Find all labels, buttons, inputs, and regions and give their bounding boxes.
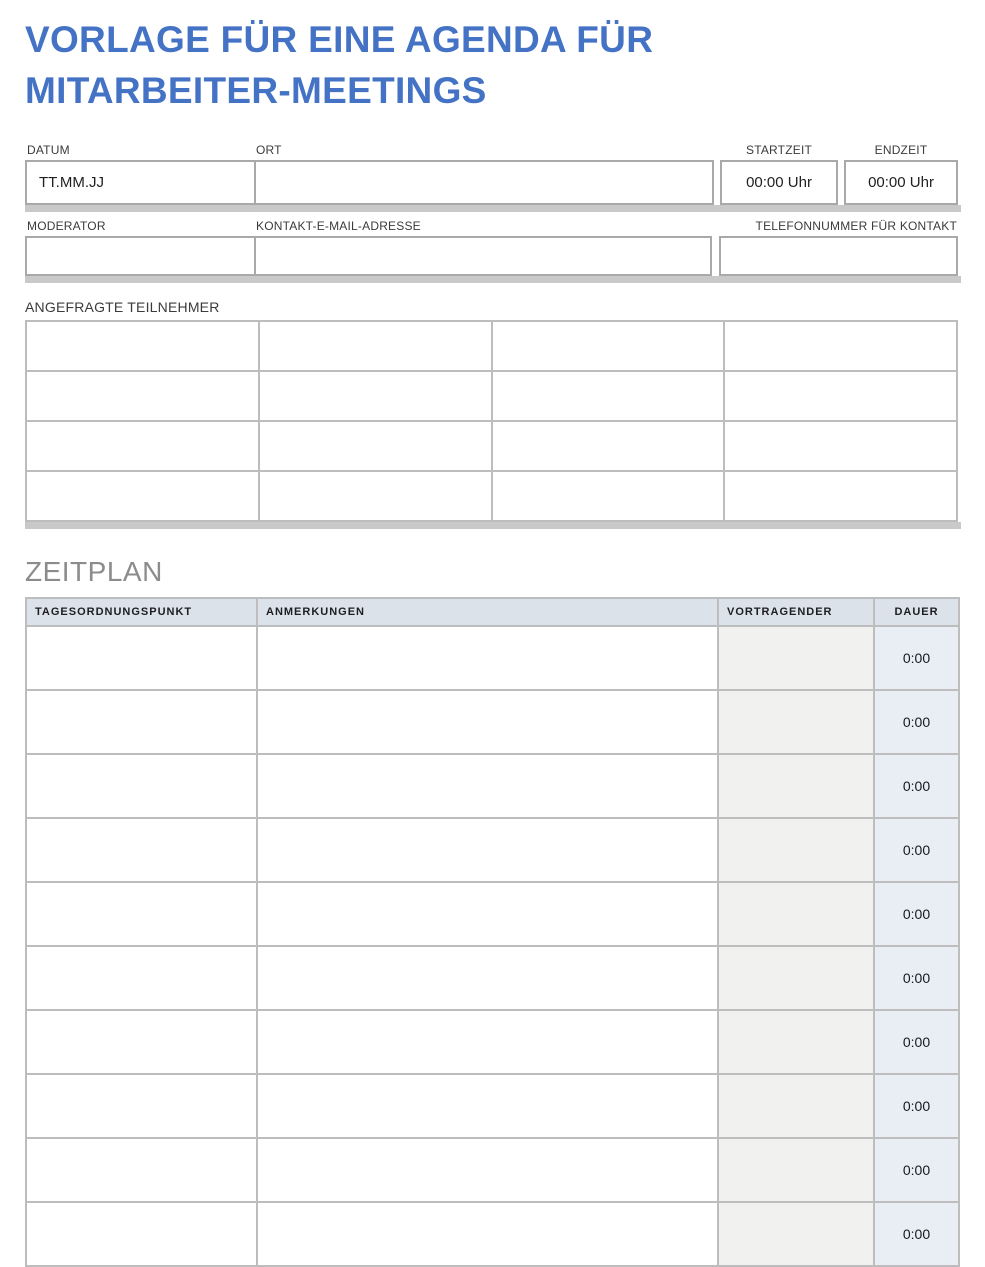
dauer-cell[interactable]: 0:00 (874, 1074, 959, 1138)
teilnehmer-cell[interactable] (724, 471, 957, 521)
datum-field[interactable]: TT.MM.JJ (25, 160, 256, 205)
teilnehmer-row (26, 471, 957, 521)
anmerkungen-cell[interactable] (257, 1202, 718, 1266)
agenda-item-cell[interactable] (26, 1138, 257, 1202)
page-title-line1: VORLAGE FÜR EINE AGENDA FÜR (25, 19, 654, 60)
endzeit-label: ENDZEIT (874, 143, 928, 157)
agenda-item-cell[interactable] (26, 946, 257, 1010)
kontakt-email-label: KONTAKT-E-MAIL-ADRESSE (256, 219, 421, 233)
zeitplan-heading: ZEITPLAN (25, 556, 163, 587)
moderator-field[interactable] (25, 236, 256, 276)
teilnehmer-row (26, 371, 957, 421)
vortragender-cell[interactable] (718, 946, 874, 1010)
agenda-item-cell[interactable] (26, 1010, 257, 1074)
anmerkungen-cell[interactable] (257, 1010, 718, 1074)
startzeit-field[interactable]: 00:00 Uhr (720, 160, 838, 205)
startzeit-label: STARTZEIT (745, 143, 813, 157)
telefonnummer-field[interactable] (719, 236, 958, 276)
anmerkungen-cell[interactable] (257, 626, 718, 690)
vortragender-cell[interactable] (718, 754, 874, 818)
teilnehmer-cell[interactable] (492, 321, 725, 371)
section-divider (25, 205, 961, 212)
anmerkungen-cell[interactable] (257, 946, 718, 1010)
anmerkungen-cell[interactable] (257, 818, 718, 882)
vortragender-cell[interactable] (718, 626, 874, 690)
zeitplan-row (26, 1074, 959, 1138)
dauer-cell[interactable]: 0:00 (874, 754, 959, 818)
anmerkungen-cell[interactable] (257, 882, 718, 946)
datum-label: DATUM (27, 143, 70, 157)
ort-label: ORT (256, 143, 282, 157)
meta-labels-row-2 (25, 219, 958, 233)
vortragender-cell[interactable] (718, 1010, 874, 1074)
teilnehmer-cell[interactable] (26, 321, 259, 371)
vortragender-cell[interactable] (718, 882, 874, 946)
dauer-cell[interactable]: 0:00 (874, 1138, 959, 1202)
meta-fields-row-2 (25, 236, 958, 276)
teilnehmer-cell[interactable] (26, 421, 259, 471)
zeitplan-row (26, 690, 959, 754)
kontakt-email-field[interactable] (254, 236, 712, 276)
vortragender-cell[interactable] (718, 1202, 874, 1266)
teilnehmer-table (25, 320, 958, 522)
teilnehmer-row (26, 421, 957, 471)
teilnehmer-cell[interactable] (259, 371, 492, 421)
zeitplan-header-row (26, 598, 959, 626)
zeitplan-row (26, 1138, 959, 1202)
teilnehmer-cell[interactable] (259, 321, 492, 371)
teilnehmer-cell[interactable] (26, 471, 259, 521)
dauer-cell[interactable]: 0:00 (874, 1010, 959, 1074)
meta-labels-row-1 (25, 143, 958, 157)
page-title (25, 14, 958, 116)
agenda-item-cell[interactable] (26, 1074, 257, 1138)
teilnehmer-cell[interactable] (492, 371, 725, 421)
agenda-item-cell[interactable] (26, 690, 257, 754)
endzeit-field[interactable]: 00:00 Uhr (844, 160, 958, 205)
col-header-tagesordnungspunkt: TAGESORDNUNGSPUNKT (26, 598, 257, 626)
ort-field[interactable] (254, 160, 714, 205)
zeitplan-row (26, 754, 959, 818)
telefonnummer-label: TELEFONNUMMER FÜR KONTAKT (755, 219, 957, 233)
dauer-cell[interactable]: 0:00 (874, 882, 959, 946)
anmerkungen-cell[interactable] (257, 1074, 718, 1138)
teilnehmer-cell[interactable] (724, 371, 957, 421)
agenda-item-cell[interactable] (26, 1202, 257, 1266)
zeitplan-table (25, 597, 960, 1267)
zeitplan-row (26, 818, 959, 882)
teilnehmer-cell[interactable] (492, 471, 725, 521)
section-divider (25, 276, 961, 283)
dauer-cell[interactable]: 0:00 (874, 690, 959, 754)
teilnehmer-cell[interactable] (724, 321, 957, 371)
anmerkungen-cell[interactable] (257, 1138, 718, 1202)
meta-fields-row-1 (25, 160, 958, 205)
teilnehmer-cell[interactable] (259, 421, 492, 471)
anmerkungen-cell[interactable] (257, 690, 718, 754)
teilnehmer-cell[interactable] (26, 371, 259, 421)
agenda-item-cell[interactable] (26, 818, 257, 882)
vortragender-cell[interactable] (718, 818, 874, 882)
teilnehmer-cell[interactable] (492, 421, 725, 471)
dauer-cell[interactable]: 0:00 (874, 818, 959, 882)
section-divider (25, 522, 961, 529)
zeitplan-row (26, 626, 959, 690)
teilnehmer-row (26, 321, 957, 371)
teilnehmer-cell[interactable] (724, 421, 957, 471)
vortragender-cell[interactable] (718, 1138, 874, 1202)
zeitplan-row (26, 946, 959, 1010)
vortragender-cell[interactable] (718, 1074, 874, 1138)
col-header-dauer: DAUER (874, 598, 959, 626)
agenda-item-cell[interactable] (26, 626, 257, 690)
zeitplan-row (26, 1202, 959, 1266)
zeitplan-row (26, 1010, 959, 1074)
teilnehmer-section-label: ANGEFRAGTE TEILNEHMER (25, 299, 220, 315)
teilnehmer-cell[interactable] (259, 471, 492, 521)
zeitplan-row (26, 882, 959, 946)
moderator-label: MODERATOR (27, 219, 106, 233)
anmerkungen-cell[interactable] (257, 754, 718, 818)
agenda-item-cell[interactable] (26, 754, 257, 818)
dauer-cell[interactable]: 0:00 (874, 1202, 959, 1266)
col-header-vortragender: VORTRAGENDER (718, 598, 874, 626)
agenda-item-cell[interactable] (26, 882, 257, 946)
dauer-cell[interactable]: 0:00 (874, 626, 959, 690)
dauer-cell[interactable]: 0:00 (874, 946, 959, 1010)
page-title-line2: MITARBEITER-MEETINGS (25, 70, 487, 111)
document-page (0, 14, 985, 1267)
vortragender-cell[interactable] (718, 690, 874, 754)
col-header-anmerkungen: ANMERKUNGEN (257, 598, 718, 626)
